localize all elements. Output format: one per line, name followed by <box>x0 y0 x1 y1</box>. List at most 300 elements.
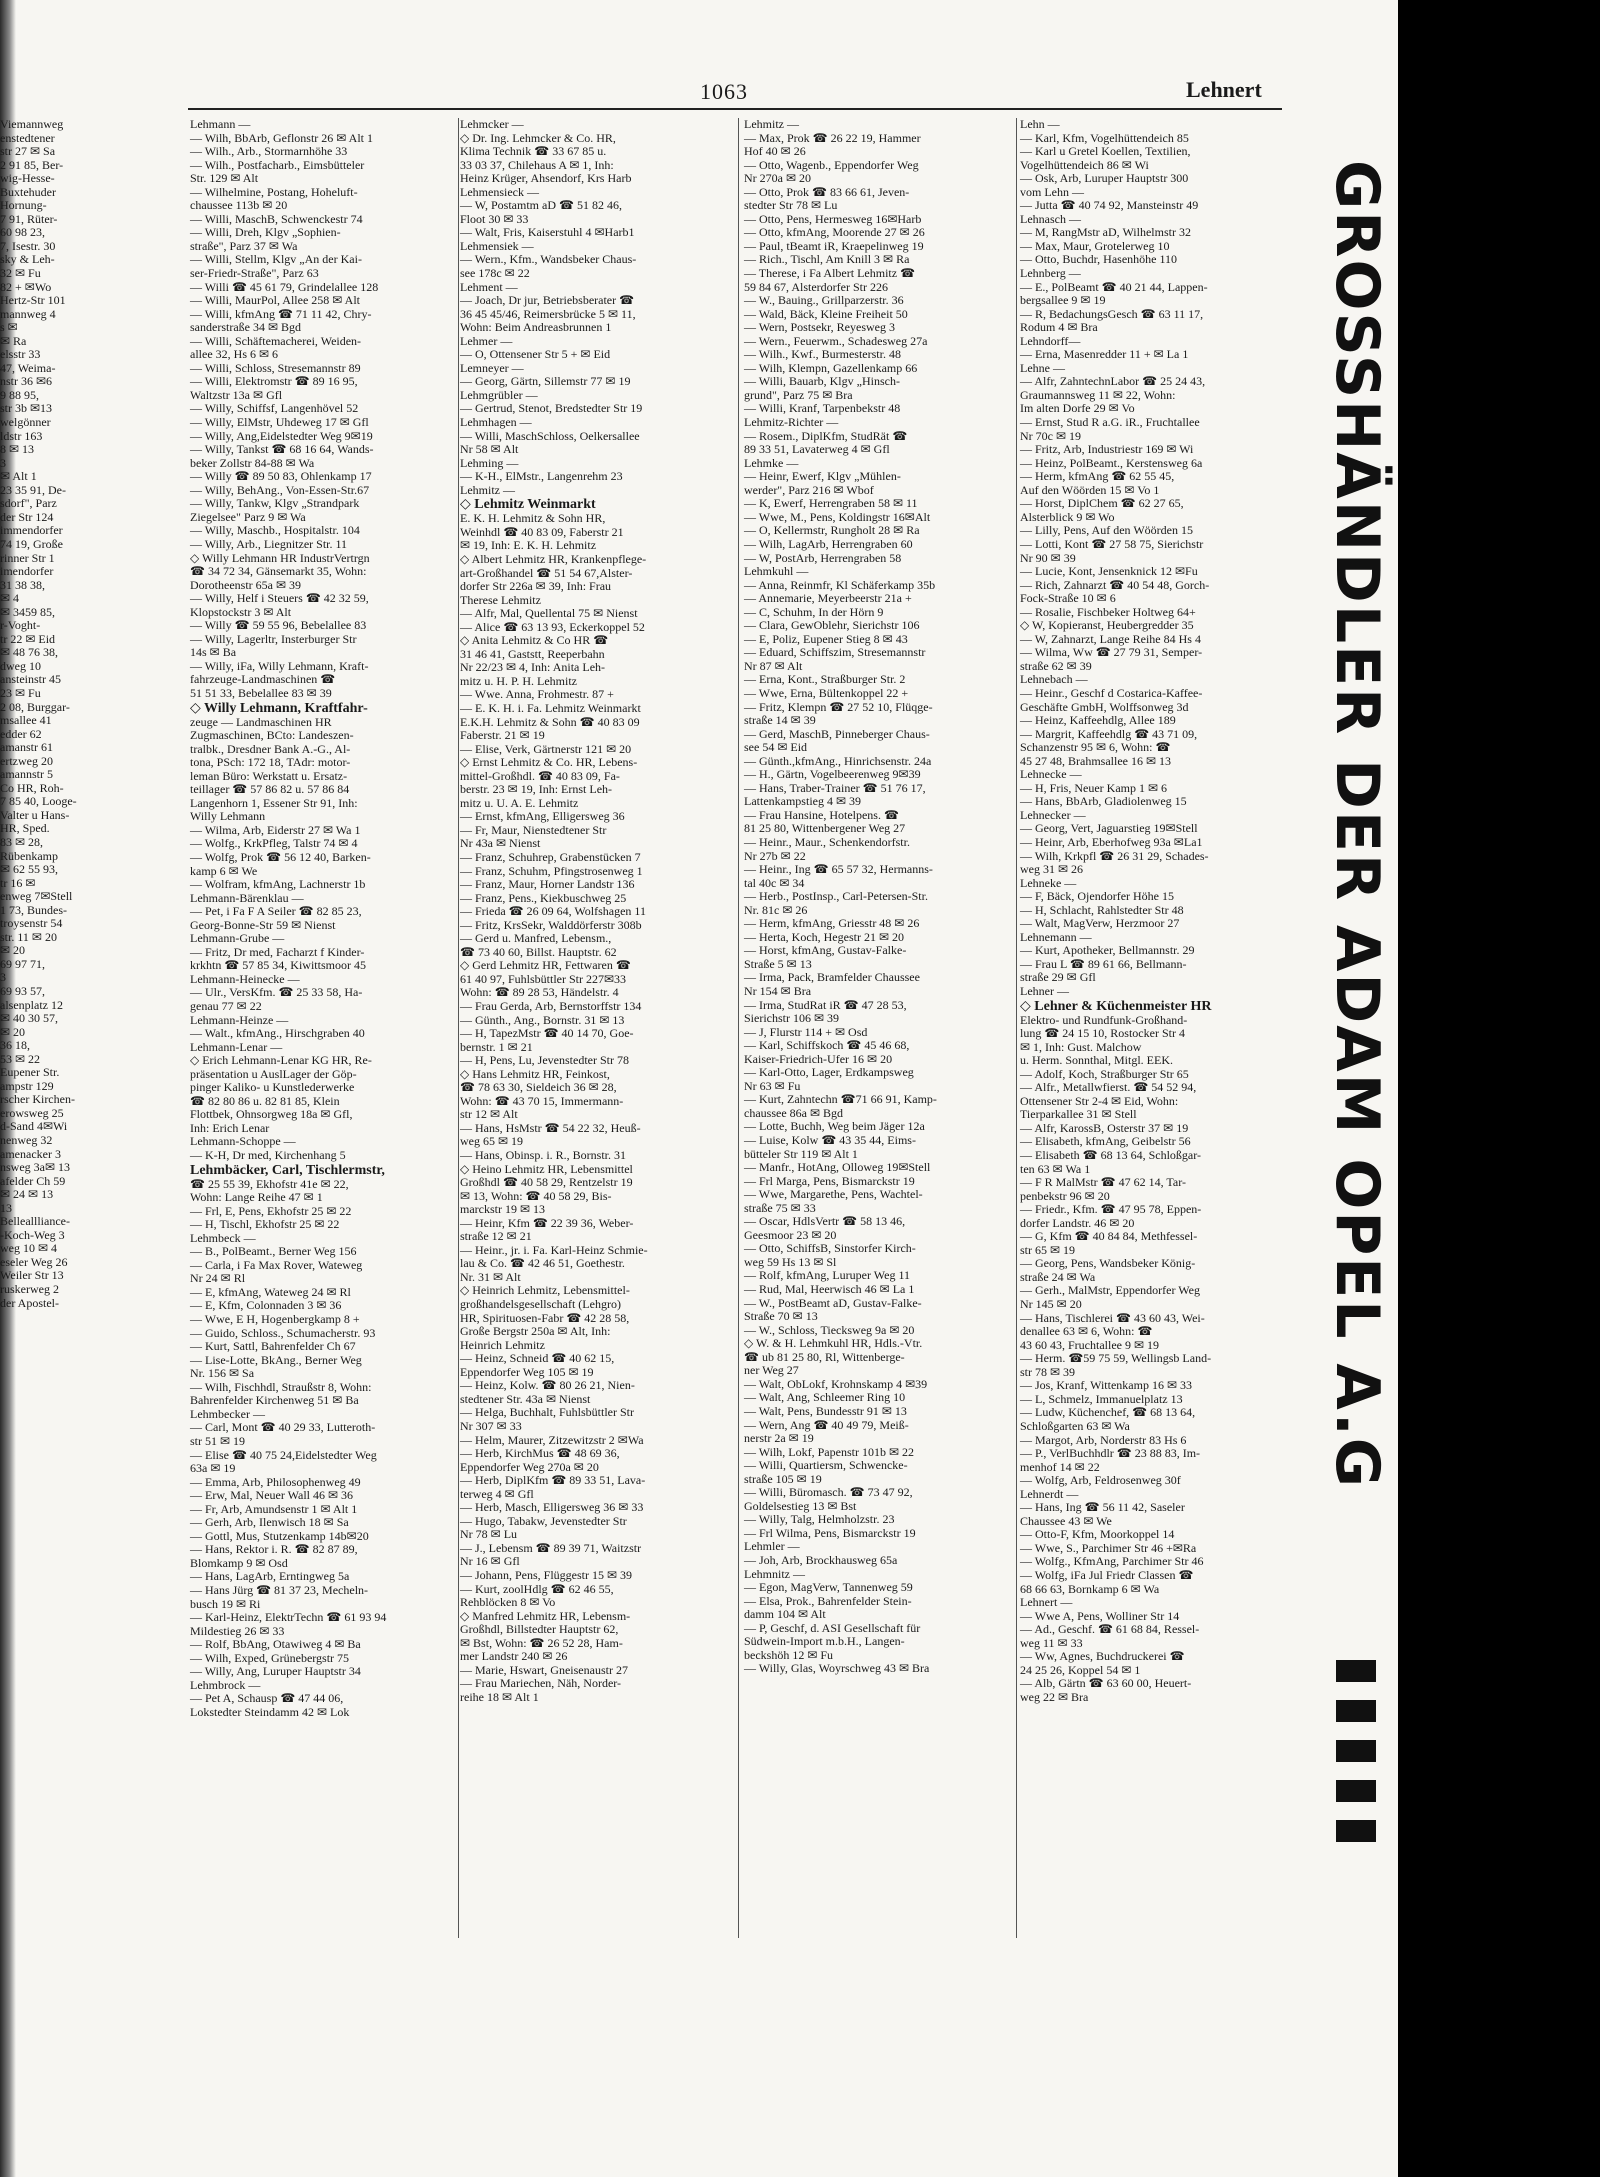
directory-line: mitz u. H. P. H. Lehmitz <box>460 673 577 688</box>
side-bar <box>1336 1700 1376 1722</box>
directory-line: 43 60 43, Fruchtallee 9 ✉ 19 <box>1020 1337 1160 1352</box>
directory-line: Lehmbrock — <box>190 1677 261 1692</box>
directory-line: — Willi, MaschSchloss, Oelkersallee <box>460 428 640 443</box>
directory-line: — Willi, kfmAng ☎ 71 11 42, Chry- <box>190 306 372 321</box>
directory-line: — Wwe A, Pens, Wolliner Str 14 <box>1020 1608 1180 1623</box>
directory-line: — Pet, i Fa F A Seiler ☎ 82 85 23, <box>190 904 362 919</box>
directory-line: Hertz-Str 101 <box>0 293 66 308</box>
directory-line: — Walt, Fris, Kaiserstuhl 4 ✉Harb1 <box>460 225 635 240</box>
directory-line: — Wilma, Arb, Eiderstr 27 ✉ Wa 1 <box>190 822 361 837</box>
directory-line: ◇ Manfred Lehmitz HR, Lebensm- <box>460 1608 631 1623</box>
directory-line: amannstr 5 <box>0 767 53 782</box>
directory-line: — Willy, Tankst ☎ 68 16 64, Wands- <box>190 442 374 457</box>
directory-line: mannweg 4 <box>0 306 56 321</box>
directory-line: ✉ 20 <box>0 1024 26 1039</box>
directory-line: Belleallliance- <box>0 1214 70 1229</box>
directory-line: Co HR, Roh- <box>0 780 64 795</box>
directory-line: Nr 307 ✉ 33 <box>460 1418 522 1433</box>
directory-line: — Frl Marga, Pens, Bismarckstr 19 <box>744 1173 915 1188</box>
directory-line: weg 22 ✉ Bra <box>1020 1689 1089 1704</box>
directory-line: straße 14 ✉ 39 <box>744 713 816 728</box>
directory-line: Lehne — <box>1020 360 1065 375</box>
directory-line: — W., Schloss, Tiecksweg 9a ✉ 20 <box>744 1322 915 1337</box>
directory-line: Viemannweg <box>0 117 64 131</box>
directory-line: — Georg, Vert, Jaguarstieg 19✉Stell <box>1020 821 1198 836</box>
directory-line: — Heinr., Ing ☎ 65 57 32, Hermanns- <box>744 862 933 877</box>
directory-line: — Helm, Maurer, Zitzewitzstr 2 ✉Wa <box>460 1432 644 1447</box>
directory-line: mitz u. U. A. E. Lehmitz <box>460 795 579 810</box>
directory-line: Ziegelsee" Parz 9 ✉ Wa <box>190 509 306 524</box>
directory-line: — Wwe. Anna, Frohmestr. 87 + <box>460 687 614 702</box>
directory-line: ◇ Erich Lehmann-Lenar KG HR, Re- <box>190 1053 372 1068</box>
column-divider <box>458 118 459 1938</box>
directory-line: Kaiser-Friedrich-Ufer 16 ✉ 20 <box>744 1051 893 1066</box>
directory-line: ✉ 24 ✉ 13 <box>0 1187 54 1202</box>
directory-line: ☎ 73 40 60, Billst. Hauptstr. 62 <box>460 944 617 959</box>
directory-line: — Herm, kfmAng, Griesstr 48 ✉ 26 <box>744 916 920 931</box>
directory-line: Wohn: Beim Andreasbrunnen 1 <box>460 320 612 335</box>
directory-line: Faberstr. 21 ✉ 19 <box>460 728 545 743</box>
directory-line: ✉ 20 <box>0 943 26 958</box>
directory-line: — K-H, Dr med, Kirchenhang 5 <box>190 1148 346 1163</box>
directory-line: — Irma, Pack, Bramfelder Chaussee <box>744 970 920 985</box>
directory-line: — H, Pens, Lu, Jevenstedter Str 78 <box>460 1053 629 1068</box>
directory-line: — Wilh, Fischhdl, Straußstr 8, Wohn: <box>190 1379 372 1394</box>
column-0 <box>0 118 168 1938</box>
directory-line: Nr 24 ✉ Rl <box>190 1271 246 1286</box>
directory-line: 7, Isestr. 30 <box>0 238 56 253</box>
directory-line: Chaussee 43 ✉ We <box>1020 1513 1112 1528</box>
directory-line: Nr. 81c ✉ 26 <box>744 902 808 917</box>
directory-line: beckshöh 12 ✉ Fu <box>744 1647 834 1662</box>
directory-line: — Willi, Kranf, Tarpenbekstr 48 <box>744 401 901 416</box>
directory-line: Straße 5 ✉ 13 <box>744 956 812 971</box>
directory-line: — Helga, Buchhalt, Fuhlsbüttler Str <box>460 1405 634 1420</box>
directory-line: 2 91 85, Ber- <box>0 157 64 172</box>
directory-line: Rübenkamp <box>0 848 58 863</box>
directory-line: Wohn: ☎ 43 70 15, Immermann- <box>460 1093 624 1108</box>
directory-line: tralbk., Dresdner Bank A.-G., Al- <box>190 741 351 756</box>
directory-line: — Willi, Stellm, Klgv „An der Kai- <box>190 252 362 267</box>
directory-line: — Herm. ☎59 75 59, Wellingsb Land- <box>1020 1351 1212 1366</box>
directory-line: — Wwe, S., Parchimer Str 46 +✉Ra <box>1020 1540 1197 1555</box>
directory-line: Lehmann-Schoppe — <box>190 1134 296 1149</box>
directory-line: ampstr 129 <box>0 1078 54 1093</box>
directory-line: tona, PSch: 172 18, TAdr: motor- <box>190 755 351 770</box>
directory-line: — Ww, Agnes, Buchdruckerei ☎ <box>1020 1649 1185 1664</box>
directory-line: Lehnert — <box>1020 1595 1073 1610</box>
directory-line: — Willi ☎ 45 61 79, Grindelallee 128 <box>190 279 379 294</box>
directory-line: Im alten Dorfe 29 ✉ Vo <box>1020 401 1135 416</box>
directory-line: 81 25 80, Wittenbergener Weg 27 <box>744 821 906 836</box>
directory-line: see 178c ✉ 22 <box>460 266 530 281</box>
directory-line: — W., PostBeamt aD, Gustav-Falke- <box>744 1295 922 1310</box>
header-rule <box>188 108 1282 110</box>
directory-line: Nr. 156 ✉ Sa <box>190 1366 255 1381</box>
side-bar <box>1336 1740 1376 1762</box>
directory-line: lung ☎ 24 15 10, Rostocker Str 4 <box>1020 1026 1185 1041</box>
directory-line: 3 <box>0 455 6 470</box>
directory-line: — Wilh, Krkpfl ☎ 26 31 29, Schades- <box>1020 848 1209 863</box>
directory-line: ldstr 163 <box>0 428 43 443</box>
side-advertisement-text: GROSSHÄNDLER DER ADAM OPEL A.G <box>1322 160 1392 1489</box>
directory-line: nsweg 3a✉ 13 <box>0 1160 71 1175</box>
directory-line: — C, Schuhm, In der Hörn 9 <box>744 604 884 619</box>
directory-line: der Str 124 <box>0 509 54 524</box>
directory-line: — Frau Mariechen, Näh, Norder- <box>460 1676 622 1691</box>
directory-line: — Karl-Otto, Lager, Erdkampsweg <box>744 1065 914 1080</box>
directory-line: — Gerh., MalMstr, Eppendorfer Weg <box>1020 1283 1200 1298</box>
directory-line: — Fritz, Klempn ☎ 27 52 10, Flüqge- <box>744 699 933 714</box>
directory-line: ◇ Lehner & Küchenmeister HR <box>1020 998 1212 1014</box>
directory-line: 24 25 26, Koppel 54 ✉ 1 <box>1020 1662 1141 1677</box>
directory-line: — H, Tischl, Ekhofstr 25 ✉ 22 <box>190 1217 340 1232</box>
directory-line: 74 19, Große <box>0 536 63 551</box>
directory-line: Mildestieg 26 ✉ 33 <box>190 1623 285 1638</box>
directory-line: Elektro- und Rundfunk-Großhand- <box>1020 1012 1188 1027</box>
directory-line: -Koch-Weg 3 <box>0 1227 65 1242</box>
directory-line: ansteinstr 45 <box>0 672 61 687</box>
directory-line: Lehmann-Lenar — <box>190 1039 283 1054</box>
directory-line: Nr 16 ✉ Gfl <box>460 1554 520 1569</box>
directory-line: — Jos, Kranf, Wittenkamp 16 ✉ 33 <box>1020 1378 1192 1393</box>
directory-line: marckstr 19 ✉ 13 <box>460 1202 546 1217</box>
directory-line: Lattenkampstieg 4 ✉ 39 <box>744 794 862 809</box>
directory-line: chaussee 86a ✉ Bgd <box>744 1105 844 1120</box>
directory-line: Eppendorfer Weg 270a ✉ 20 <box>460 1459 599 1474</box>
directory-line: straße 12 ✉ 21 <box>460 1229 532 1244</box>
directory-line: Wohn: Lange Reihe 47 ✉ 1 <box>190 1190 323 1205</box>
directory-line: ✉ 19, Inh: E. K. H. Lehmitz <box>460 538 597 553</box>
directory-line: ☎ 25 55 39, Ekhofstr 41e ✉ 22, <box>190 1176 349 1191</box>
directory-line: msallee 41 <box>0 713 52 728</box>
directory-line: — Wwe, E H, Hogenbergkamp 8 + <box>190 1312 360 1327</box>
directory-line: — Eduard, Schiffszim, Stresemannstr <box>744 645 926 660</box>
column-1 <box>190 118 458 1938</box>
directory-line: — Irma, StudRat iR ☎ 47 28 53, <box>744 997 907 1012</box>
directory-line: 8 ✉ 13 <box>0 442 35 457</box>
directory-line: — Willy, Schiffsf, Langenhövel 52 <box>190 401 359 416</box>
directory-line: — R, BedachungsGesch ☎ 63 11 17, <box>1020 306 1204 321</box>
directory-line: — O, Ottensener Str 5 + ✉ Eid <box>460 347 611 362</box>
directory-line: Lehmbäcker, Carl, Tischlermstr, <box>190 1162 385 1178</box>
directory-line: erowsweg 25 <box>0 1105 64 1120</box>
directory-line: — Adolf, Koch, Straßburger Str 65 <box>1020 1066 1189 1081</box>
directory-line: 13 <box>0 1200 12 1215</box>
directory-line: werder", Parz 216 ✉ Wbof <box>744 482 874 497</box>
directory-line: ☎ 82 80 86 u. 82 81 85, Klein <box>190 1093 340 1108</box>
directory-line: 7 85 40, Looge- <box>0 794 77 809</box>
directory-line: — F, Bäck, Ojendorfer Höhe 15 <box>1020 889 1175 904</box>
directory-line: — Ad., Geschf. ☎ 61 68 84, Ressel- <box>1020 1622 1200 1637</box>
directory-line: — E, kfmAng, Wateweg 24 ✉ Rl <box>190 1284 351 1299</box>
directory-line: — Kurt, Zahntechn ☎71 66 91, Kamp- <box>744 1092 937 1107</box>
directory-line: stedtener Str. 43a ✉ Nienst <box>460 1391 591 1406</box>
directory-line: Heinrich Lehmitz <box>460 1337 545 1352</box>
directory-line: Klopstockstr 3 ✉ Alt <box>190 604 292 619</box>
directory-line: Lehnebach — <box>1020 672 1088 687</box>
directory-line: — Wolfg, iFa Jul Friedr Classen ☎ <box>1020 1567 1194 1582</box>
directory-line: — Franz, Schuhrep, Grabenstücken 7 <box>460 849 641 864</box>
directory-line: straße 75 ✉ 33 <box>744 1200 816 1215</box>
directory-line: — Emma, Arb, Philosophenweg 49 <box>190 1474 361 1489</box>
directory-line: Schanzenstr 95 ✉ 6, Wohn: ☎ <box>1020 740 1171 755</box>
directory-line: — Herta, Koch, Hegestr 21 ✉ 20 <box>744 929 905 944</box>
directory-line: Hornung- <box>0 198 47 213</box>
directory-line: — Ludw, Küchenchef, ☎ 68 13 64, <box>1020 1405 1196 1420</box>
directory-line: ☎ 34 72 34, Gänsemarkt 35, Wohn: <box>190 564 367 579</box>
directory-line: penbekstr 96 ✉ 20 <box>1020 1188 1110 1203</box>
directory-line: d-Sand 4✉Wi <box>0 1119 68 1134</box>
directory-line: — Rosem., DiplKfm, StudRät ☎ <box>744 428 908 443</box>
directory-line: kamp 6 ✉ We <box>190 863 258 878</box>
directory-line: — Willy, Glas, Woyrschweg 43 ✉ Bra <box>744 1661 930 1676</box>
directory-line: Lehmnitz — <box>744 1566 805 1581</box>
directory-line: ruskerweg 2 <box>0 1282 59 1297</box>
directory-line: — P., VerlBuchhdlr ☎ 23 88 83, Im- <box>1020 1446 1201 1461</box>
directory-line: — Wwe, Margarethe, Pens, Wachtel- <box>744 1187 923 1202</box>
directory-line: — Wilh, BbArb, Geflonstr 26 ✉ Alt 1 <box>190 130 374 145</box>
directory-line: terweg 4 ✉ Gfl <box>460 1486 534 1501</box>
directory-line: Blomkamp 9 ✉ Osd <box>190 1555 288 1570</box>
directory-line: 89 33 51, Lavaterweg 4 ✉ Gfl <box>744 442 890 457</box>
directory-line: Südwein-Import m.b.H., Langen- <box>744 1634 905 1649</box>
directory-line: Lehnberg — <box>1020 266 1081 281</box>
directory-line: — Willi, Bauarb, Klgv „Hinsch- <box>744 374 900 389</box>
directory-line: — Willy, Maschb., Hospitalstr. 104 <box>190 523 360 538</box>
directory-line: Großhdl, Billstedter Hauptstr 62, <box>460 1622 619 1637</box>
directory-line: — H., Gärtn, Vogelbeerenweg 9✉39 <box>744 767 921 782</box>
directory-line: — Fr, Maur, Nienstedtener Str <box>460 822 607 837</box>
directory-line: 31 38 38, <box>0 577 45 592</box>
directory-line: — Heinz, Kaffeehdlg, Allee 189 <box>1020 713 1176 728</box>
directory-line: Lehmitz — <box>460 482 515 497</box>
directory-line: leman Büro: Werkstatt u. Ersatz- <box>190 768 348 783</box>
directory-line: 47, Weima- <box>0 360 56 375</box>
directory-line: rscher Kirchen- <box>0 1092 75 1107</box>
directory-line: Waltzstr 13a ✉ Gfl <box>190 387 283 402</box>
directory-line: Lehmitz-Richter — <box>744 415 839 430</box>
directory-line: — Franz, Pens., Kiekbuschweg 25 <box>460 890 627 905</box>
directory-line: Nr 154 ✉ Bra <box>744 984 812 998</box>
directory-line: — W, Postamtm aD ☎ 51 82 46, <box>460 198 622 213</box>
directory-line: — W., Bauing., Grillparzerstr. 36 <box>744 293 904 308</box>
directory-line: straße", Parz 37 ✉ Wa <box>190 238 298 253</box>
directory-line: menhof 14 ✉ 22 <box>1020 1459 1100 1474</box>
directory-line: — Manfr., HotAng, Olloweg 19✉Stell <box>744 1160 931 1175</box>
directory-line: — Anna, Reinmfr, Kl Schäferkamp 35b <box>744 577 936 592</box>
directory-line: krkhtn ☎ 57 85 34, Kiwittsmoor 45 <box>190 958 366 973</box>
directory-line: elsstr 33 <box>0 347 41 362</box>
directory-line: — Otto-F, Kfm, Moorkoppel 14 <box>1020 1527 1175 1542</box>
directory-line: präsentation u AuslLager der Göp- <box>190 1066 357 1081</box>
directory-line: Lehmkuhl — <box>744 564 809 579</box>
directory-line: berstr. 23 ✉ 19, Inh: Ernst Leh- <box>460 782 613 797</box>
directory-line: — Heinr., Geschf d Costarica-Kaffee- <box>1020 685 1203 700</box>
directory-line: — Lotte, Buchh, Weg beim Jäger 12a <box>744 1119 925 1134</box>
directory-line: Bahrenfelder Kirchenweg 51 ✉ Ba <box>190 1393 359 1408</box>
directory-line: nenweg 32 <box>0 1133 53 1148</box>
directory-line: 3 <box>0 970 6 985</box>
directory-line: Lehmer — <box>460 333 513 348</box>
directory-line: Klima Technik ☎ 33 67 85 u. <box>460 144 607 159</box>
directory-line: ertzweg 20 <box>0 753 53 768</box>
directory-line: — J., Lebensm ☎ 89 39 71, Waitzstr <box>460 1540 642 1555</box>
directory-line: Dorotheenstr 65a ✉ 39 <box>190 577 302 592</box>
directory-line: Lehnemann — <box>1020 929 1092 944</box>
directory-line: — Rich., Tischl, Am Knill 3 ✉ Ra <box>744 252 910 267</box>
directory-line: — Osk, Arb, Luruper Hauptstr 300 <box>1020 171 1189 186</box>
directory-line: Inh: Erich Lenar <box>190 1120 270 1135</box>
directory-line: ◇ Ernst Lehmitz & Co. HR, Lebens- <box>460 755 638 770</box>
directory-line: Großhdl ☎ 40 58 29, Rentzelstr 19 <box>460 1175 633 1190</box>
directory-line: — Hans Jürg ☎ 81 37 23, Mecheln- <box>190 1582 369 1597</box>
directory-line: — Alfr, ZahntechnLabor ☎ 25 24 43, <box>1020 374 1206 389</box>
directory-line: — Walt, Ang, Schleemer Ring 10 <box>744 1390 906 1405</box>
directory-line: — Fritz, KrsSekr, Walddörferstr 308b <box>460 917 642 932</box>
directory-line: — Georg, Pens, Wandsbeker König- <box>1020 1256 1196 1271</box>
directory-line: Ottensener Str 2-4 ✉ Eid, Wohn: <box>1020 1093 1179 1108</box>
directory-line: Wohn: ☎ 89 28 53, Händelstr. 4 <box>460 985 619 1000</box>
directory-line: Lehmbeck — <box>190 1230 256 1245</box>
directory-line: 60 98 23, <box>0 225 45 240</box>
column-2 <box>460 118 732 1938</box>
directory-line: — Herb, KirchMus ☎ 48 69 36, <box>460 1446 620 1461</box>
column-3 <box>744 118 1016 1938</box>
directory-line: der Apostel- <box>0 1295 59 1310</box>
directory-line: — Franz, Schuhm, Pfingstrosenweg 1 <box>460 863 643 878</box>
directory-line: ✉ 40 30 57, <box>0 1011 59 1026</box>
directory-line: 68 66 63, Bornkamp 6 ✉ Wa <box>1020 1581 1160 1596</box>
directory-line: Nr 43a ✉ Nienst <box>460 836 541 851</box>
directory-line: — Willy, Ang,Eidelstedter Weg 9✉19 <box>190 428 373 443</box>
directory-line: — Kurt, zoolHdlg ☎ 62 46 55, <box>460 1581 614 1596</box>
directory-line: — Wilh, Klempn, Gazellenkamp 66 <box>744 360 918 375</box>
directory-line: ◇ W. & H. Lehmkuhl HR, Hdls.-Vtr. <box>744 1336 923 1351</box>
directory-line: 59 84 67, Alsterdorfer Str 226 <box>744 279 888 294</box>
directory-line: — G, Kfm ☎ 40 84 84, Methfessel- <box>1020 1229 1198 1244</box>
directory-line: E.K.H. Lehmitz & Sohn ☎ 40 83 09 <box>460 714 640 729</box>
directory-line: Nr 22/23 ✉ 4, Inh: Anita Leh- <box>460 660 606 675</box>
directory-line: str 65 ✉ 19 <box>1020 1242 1076 1257</box>
directory-line: Zugmaschinen, BCto: Landeszen- <box>190 728 354 743</box>
directory-line: mer Landstr 240 ✉ 26 <box>460 1649 568 1664</box>
directory-line: — Lotti, Kont ☎ 27 58 75, Sierichstr <box>1020 536 1204 551</box>
directory-line: — Margrit, Kaffeehdlg ☎ 43 71 09, <box>1020 726 1198 741</box>
directory-line: ☎ ub 81 25 80, Rl, Wittenberge- <box>744 1349 905 1364</box>
directory-line: — Friedr., Kfm. ☎ 47 95 78, Eppen- <box>1020 1202 1202 1217</box>
directory-line: — Lilly, Pens, Auf den Wöörden 15 <box>1020 523 1193 538</box>
directory-line: ◇ Dr. Ing. Lehmcker & Co. HR, <box>460 130 616 145</box>
directory-line: Vogelhüttendeich 86 ✉ Wi <box>1020 157 1149 172</box>
directory-line: 83 ✉ 28, <box>0 834 44 849</box>
directory-line: — H, Schlacht, Rahlstedter Str 48 <box>1020 902 1184 917</box>
directory-line: zeuge — Landmaschinen HR <box>190 714 332 729</box>
directory-line: bütteler Str 119 ✉ Alt 1 <box>744 1146 858 1161</box>
directory-line: str 51 ✉ 19 <box>190 1433 246 1448</box>
directory-line: Lehmann-Bärenklau — <box>190 890 304 905</box>
directory-line: Schloßgarten 63 ✉ Wa <box>1020 1418 1130 1433</box>
directory-line: 33 03 37, Chilehaus A ✉ 1, Inh: <box>460 157 614 172</box>
directory-line: Nr 87 ✉ Alt <box>744 658 803 673</box>
directory-line: — Frl, E, Pens, Ekhofstr 25 ✉ 22 <box>190 1203 352 1218</box>
directory-line: sanderstraße 34 ✉ Bgd <box>190 320 302 335</box>
directory-line: mittel-Großhdl. ☎ 40 83 09, Fa- <box>460 768 620 783</box>
directory-line: enweg 7✉Stell <box>0 889 73 904</box>
directory-line: — Karl, Kfm, Vogelhüttendeich 85 <box>1020 130 1189 145</box>
directory-line: — Otto, Pens, Hermesweg 16✉Harb <box>744 211 922 226</box>
directory-line: tr 22 ✉ Eid <box>0 631 56 646</box>
directory-line: bergsallee 9 ✉ 19 <box>1020 293 1106 308</box>
directory-line: — Otto, SchiffsB, Sinstorfer Kirch- <box>744 1241 916 1256</box>
directory-line: — Fritz, Arb, Industriestr 169 ✉ Wi <box>1020 442 1194 457</box>
directory-line: ◇ Lehmitz Weinmarkt <box>460 497 596 513</box>
directory-line: — Heinz, PolBeamt., Kerstensweg 6a <box>1020 455 1203 470</box>
directory-line: 14s ✉ Ba <box>190 645 237 660</box>
directory-line: — Clara, GewOblehr, Sierichstr 106 <box>744 618 920 633</box>
directory-line: — Wilh., Arb., Stormarnhöhe 33 <box>190 144 348 159</box>
directory-line: — Otto, kfmAng, Moorende 27 ✉ 26 <box>744 225 925 240</box>
directory-line: — Willy ☎ 59 55 96, Bebelallee 83 <box>190 618 367 633</box>
directory-line: — Hans, BbArb, Gladiolenweg 15 <box>1020 794 1187 809</box>
directory-line: Lehmcker — <box>460 117 524 131</box>
directory-line: — Wilma, Ww ☎ 27 79 31, Semper- <box>1020 645 1203 660</box>
directory-line: — Georg, Gärtn, Sillemstr 77 ✉ 19 <box>460 374 631 389</box>
directory-line: — Günth.,kfmAng., Hinrichsenstr. 24a <box>744 753 932 768</box>
directory-line: ✉ 13, Wohn: ☎ 40 58 29, Bis- <box>460 1188 612 1203</box>
directory-line: — Willi, Schloss, Stresemannstr 89 <box>190 360 361 375</box>
side-bars <box>1336 1660 1376 1910</box>
directory-line: Nr 63 ✉ Fu <box>744 1078 801 1093</box>
directory-line: vom Lehn — <box>1020 184 1084 199</box>
directory-line: Lehmhagen — <box>460 415 532 430</box>
directory-line: 36 18, <box>0 1038 30 1053</box>
directory-line: — Elise, Verk, Gärtnerstr 121 ✉ 20 <box>460 741 632 756</box>
directory-line: nerstr 2a ✉ 19 <box>744 1431 814 1446</box>
directory-line: — Willi, Quartiersm, Schwencke- <box>744 1458 908 1473</box>
directory-line: — Wilh, Lokf, Papenstr 101b ✉ 22 <box>744 1444 915 1459</box>
directory-line: Buxtehuder <box>0 184 56 199</box>
directory-line: — Elisabeth ☎ 68 13 64, Schloßgar- <box>1020 1148 1202 1163</box>
directory-line: stedter Str 78 ✉ Lu <box>744 198 838 213</box>
directory-line: — Wilh., Kwf., Burmesterstr. 48 <box>744 347 901 362</box>
directory-line: eseler Weg 26 <box>0 1254 68 1269</box>
directory-line: — Gottl, Mus, Stutzenkamp 14b✉20 <box>190 1528 369 1543</box>
directory-line: Lehmensiek — <box>460 238 534 253</box>
directory-line: ✉ Bst, Wohn: ☎ 26 52 28, Ham- <box>460 1635 623 1650</box>
directory-line: teillager ☎ 57 86 82 u. 57 86 84 <box>190 782 350 797</box>
directory-line: — W, PostArb, Herrengraben 58 <box>744 550 902 565</box>
directory-line: — Erw, Mal, Neuer Wall 46 ✉ 36 <box>190 1488 354 1503</box>
directory-line: sky & Leh- <box>0 252 55 267</box>
directory-line: — Willy, iFa, Willy Lehmann, Kraft- <box>190 658 369 673</box>
directory-line: — Guido, Schloss., Schumacherstr. 93 <box>190 1325 376 1340</box>
directory-line: ◇ Albert Lehmitz HR, Krankenpflege- <box>460 551 647 566</box>
directory-line: straße 24 ✉ Wa <box>1020 1269 1096 1284</box>
directory-line: Lokstedter Steindamm 42 ✉ Lok <box>190 1704 350 1719</box>
directory-line: — Wwe, Erna, Bültenkoppel 22 + <box>744 685 909 700</box>
directory-line: ◇ W, Kopieranst, Heubergredder 35 <box>1020 618 1194 633</box>
directory-line: Weiler Str 13 <box>0 1268 64 1283</box>
directory-line: — Karl, Schiffskoch ☎ 45 46 68, <box>744 1038 910 1053</box>
directory-line: — Elsa, Prok., Bahrenfelder Stein- <box>744 1593 912 1608</box>
directory-line: reihe 18 ✉ Alt 1 <box>460 1689 539 1704</box>
directory-line: — H, Fris, Neuer Kamp 1 ✉ 6 <box>1020 780 1168 795</box>
directory-line: — M, RangMstr aD, Wilhelmstr 32 <box>1020 225 1191 240</box>
directory-line: — O, Kellermstr, Rungholt 28 ✉ Ra <box>744 523 920 538</box>
directory-line: immendorfer <box>0 523 63 538</box>
directory-line: — Alice ☎ 63 13 93, Eckerkoppel 52 <box>460 619 645 634</box>
